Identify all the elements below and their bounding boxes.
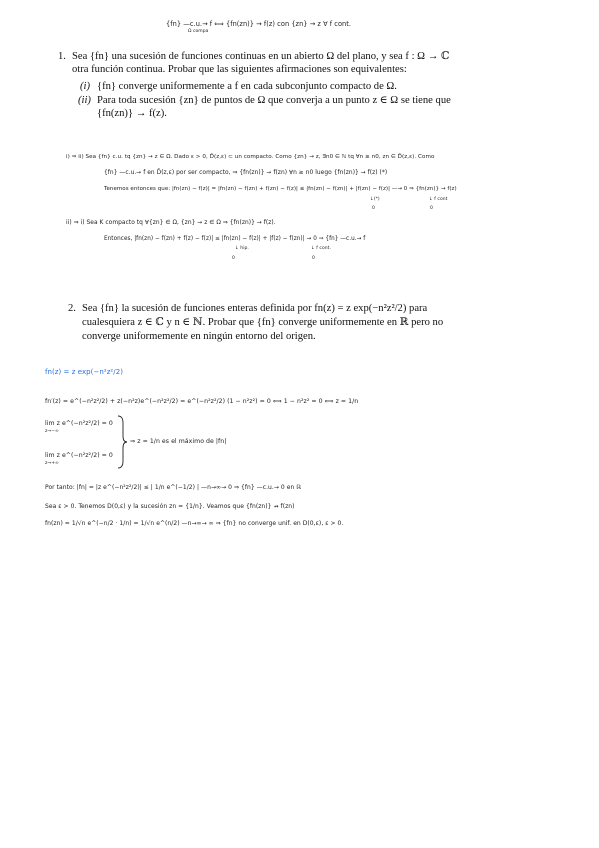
notes2-blue-heading: fn(z) = z exp(−n²z²/2) [45, 368, 123, 376]
top-note-subscript: Ω compa [188, 29, 209, 34]
notes2-line-last: fn(zn) = 1/√n e^(−n/2 · 1/n) = 1/√n e^(n/2) —n→∞→ ∞ ⇒ {fn} no converge unif. en D(0,ε), ε > 0. [45, 520, 344, 527]
notes2-brace-text: ⇒ z = 1/n es el máximo de |fn| [130, 438, 227, 445]
notes1-under-c2: 0 [232, 256, 235, 261]
problem2-number: 2. [68, 303, 76, 314]
problem1-item-ii-text: Para toda sucesión {zn} de puntos de Ω que converja a un punto z ∈ Ω se tiene que [97, 95, 451, 106]
top-handwritten-note: {fn} —c.u.→ f ⟺ {fn(zn)} → f(z) con {zn} → z ∀ f cont. [166, 20, 352, 28]
notes2-line-sea: Sea ε > 0. Tenemos D(0,ε) y la sucesión zn = {1/n}. Veamos que {fn(zn)} ↛ f(zn) [45, 503, 295, 510]
problem2-text-line3: converge uniformemente en ningún entorno del origen. [82, 331, 316, 342]
notes1-under-d2: 0 [312, 256, 315, 261]
notes1-under-b2: 0 [430, 206, 433, 211]
problem1-item-ii-text2: {fn(zn)} → f(z). [97, 108, 167, 119]
problem1-item-i-text: {fn} converge uniformemente a f en cada subconjunto compacto de Ω. [97, 81, 397, 92]
notes2-derivative: fn′(z) = e^(−n²z²/2) + z(−n²z)e^(−n²z²/2) = e^(−n²z²/2) (1 − n²z²) = 0 ⟺ 1 − n²z² = 0 ⟺ z = 1/n [45, 398, 359, 405]
notes1-under-a: ↓(*) [370, 197, 380, 202]
notes1-under-c: ↓ hip. [235, 246, 249, 251]
problem1-item-i-label: (i) [80, 81, 90, 92]
problem1-text-line1: Sea {fn} una sucesión de funciones continuas en un abierto Ω del plano, y sea f : Ω → ℂ [72, 51, 450, 62]
notes2-line-tanto: Por tanto: |fn| = |z e^(−n²z²/2)| ≤ | 1/n e^(−1/2) | —n→∞→ 0 ⇒ {fn} —c.u.→ 0 en ℝ [45, 484, 302, 491]
notes1-under-b: ↓ f cont [429, 197, 448, 202]
notes2-curly-brace [116, 414, 128, 470]
notes1-line2: {fn} —c.u.→ f en D̄(z,ε) por ser compacto, ⇒ {fn(zn)} → f(zn) ∀n ≥ n0 luego {fn(zn)} → f(z) (*) [104, 170, 388, 176]
problem2-text-line2: cualesquiera z ∈ ℂ y n ∈ ℕ. Probar que {fn} converge uniformemente en ℝ pero no [82, 317, 444, 328]
notes1-line4: ii) ⇒ i) Sea K compacto tq ∀{zn} ∈ Ω, {zn} → z ∈ Ω ⇒ {fn(zn)} → f(z). [66, 220, 276, 226]
notes2-limit2: lim z e^(−n²z²/2) = 0 [45, 452, 113, 459]
problem1-text-line2: otra función continua. Probar que las siguientes afirmaciones son equivalentes: [72, 64, 407, 75]
notes2-limit1: lim z e^(−n²z²/2) = 0 [45, 420, 113, 427]
notes1-line5: Entonces, |fn(zn) − f(zn) + f(z) − f(z)| ≤ |fn(zn) − f(z)| + |f(z) − f(zn)| → 0 ⇒ {fn} —c.u.→ f [104, 236, 366, 242]
problem2-text-line1: Sea {fn} la sucesión de funciones enteras definida por fn(z) = z exp(−n²z²/2) para [82, 303, 428, 314]
notes1-under-d: ↓ f cont. [311, 246, 331, 251]
notes1-under-a2: 0 [372, 206, 375, 211]
notes1-line1: i) ⇒ ii) Sea {fn} c.u. tq {zn} → z ∈ Ω. Dado ε > 0, D̄(z,ε) ⊂ un compacto. Como {zn} → z, ∃n0 ∈ ℕ tq ∀n ≥ n0, zn ∈ D̄(z,ε). Como [66, 154, 435, 160]
problem1-item-ii-label: (ii) [78, 95, 91, 106]
notes1-line3: Tenemos entonces que: |fn(zn) − f(z)| = |fn(zn) − f(zn) + f(zn) − f(z)| ≤ |fn(zn) − f(zn)| + |f(zn) − f(z)| —→ 0 ⇒ {fn(zn)} → f(z) [104, 186, 457, 192]
problem1-number: 1. [58, 51, 66, 62]
notes2-limit1-sub: z→−∞ [45, 429, 59, 434]
notes2-limit2-sub: z→+∞ [45, 461, 59, 466]
